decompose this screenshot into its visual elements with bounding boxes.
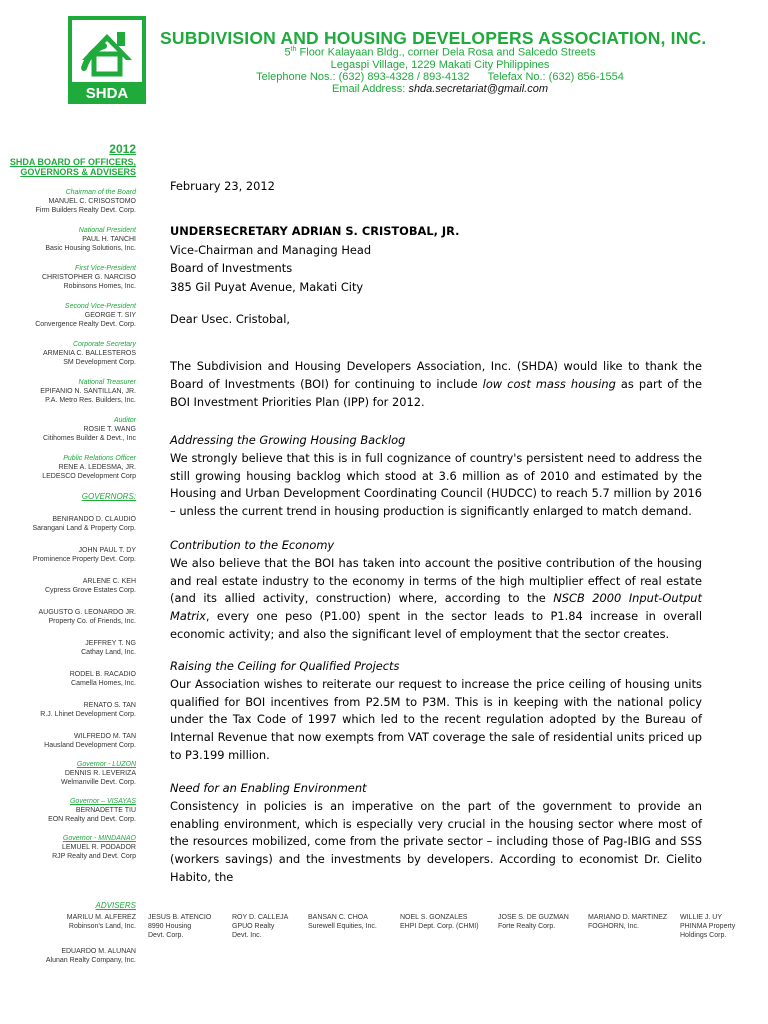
officer-role: Second Vice-President [64, 303, 136, 310]
address-line-1 [160, 46, 720, 59]
officer-role: Public Relations Officer [63, 455, 136, 462]
sidebar-heading-line-2: GOVERNORS & ADVISERS [20, 167, 136, 177]
telefax: Telefax No.: (632) 856-1554 [487, 71, 624, 83]
governor-entry [8, 577, 136, 595]
officer-name: MANUEL C. CRISOSTOMO [48, 198, 136, 205]
governor-entry [8, 546, 136, 564]
adviser-name: MARILU M. ALFEREZ [66, 914, 136, 921]
section-economy [170, 537, 702, 644]
governor-company: Camella Homes, Inc. [71, 680, 136, 687]
adviser-entry [680, 913, 760, 940]
officer-company: Citihomes Builder & Devt., Inc [43, 435, 136, 442]
sidebar-heading-line-1: SHDA BOARD OF OFFICERS, [9, 157, 136, 167]
adviser-company-line-2: Holdings Corp. [680, 932, 727, 939]
adviser-company: Alunan Realty Company, Inc. [45, 957, 136, 964]
governor-company: Prominence Property Devt. Corp. [32, 556, 136, 563]
address-line-1-rest: Floor Kalayaan Bldg., corner Dela Rosa and Salcedo Streets [299, 46, 596, 59]
governor-company: Sarangani Land & Property Corp. [32, 525, 136, 532]
governor-company: Hausland Development Corp. [44, 742, 136, 749]
officer-role: Chairman of the Board [65, 189, 136, 196]
adviser-company: PHINMA Property [680, 923, 736, 930]
officer-name: PAUL H. TANCHI [82, 236, 136, 243]
adviser-entry [588, 913, 678, 931]
governors-list [8, 515, 136, 750]
governor-name: BENIRANDO D. CLAUDIO [52, 516, 136, 523]
regional-governor-entry [8, 760, 136, 787]
adviser-name: JESUS B. ATENCIO [148, 914, 212, 921]
recipient-title: Vice-Chairman and Managing Head [170, 242, 372, 257]
officer-role: First Vice-President [75, 265, 136, 272]
governor-name: RODEL B. RACADIO [69, 671, 136, 678]
officer-company: P.A. Metro Res. Builders, Inc. [45, 397, 136, 404]
org-name: SUBDIVISION AND HOUSING DEVELOPERS ASSOCIATION, INC. [160, 28, 707, 48]
officer-company: SM Development Corp. [63, 359, 136, 366]
address-floor-suffix: th [290, 46, 297, 53]
adviser-name: JOSE S. DE GUZMAN [498, 914, 569, 921]
adviser-company: EHPI Dept. Corp. (CHMI) [400, 923, 479, 930]
intro-paragraph [170, 358, 702, 411]
address-line-2: Legaspi Village, 1229 Makati City Philippines [330, 59, 550, 71]
recipient-org: Board of Investments [170, 261, 293, 276]
governor-name: JEFFREY T. NG [85, 640, 136, 647]
adviser-company: Forte Realty Corp. [498, 923, 556, 930]
adviser-company: FOGHORN, Inc. [588, 923, 639, 930]
regional-governors-list [8, 760, 136, 861]
recipient-block [170, 222, 702, 296]
section-ceiling [170, 658, 702, 765]
governor-name: JOHN PAUL T. DY [78, 547, 136, 554]
officer-entry [8, 264, 136, 291]
governor-company: Cathay Land, Inc. [81, 649, 136, 656]
officer-entry [8, 226, 136, 253]
adviser-company-line-2: Devt. Corp. [148, 932, 184, 939]
regional-governor-role: Governor - MINDANAO [62, 835, 136, 842]
officer-role: National Treasurer [78, 379, 136, 386]
adviser-company: GPUO Realty [232, 923, 275, 930]
officer-company: Basic Housing Solutions, Inc. [45, 245, 136, 252]
adviser-company: 8990 Housing [148, 923, 192, 930]
adviser-entry [232, 913, 302, 940]
advisers-heading: ADVISERS [95, 901, 136, 910]
adviser-name: BANSAN C. CHOA [308, 914, 368, 921]
officer-entry [8, 416, 136, 443]
regional-governor-role: Governor – VISAYAS [69, 798, 136, 805]
email-line [160, 83, 720, 95]
section-housing-backlog [170, 432, 702, 521]
sidebar-year: 2012 [109, 142, 136, 156]
logo-text: SHDA [85, 85, 129, 102]
regional-governor-name: LEMUEL R. PODADOR [61, 844, 136, 851]
adviser-entry [308, 913, 398, 931]
board-sidebar [8, 142, 136, 861]
section-heading: Raising the Ceiling for Qualified Projects [170, 659, 400, 673]
governors-heading: GOVERNORS: [81, 492, 136, 501]
officer-name: ARMENIA C. BALLESTEROS [43, 350, 136, 357]
intro-text-a: The Subdivision and Housing Developers Association, Inc. (SHDA) would like to thank the Board of Investments (BOI) for continuing to include [170, 359, 702, 391]
section-enabling-environment [170, 780, 702, 887]
adviser-entry [498, 913, 582, 931]
governor-name: AUGUSTO G. LEONARDO JR. [38, 609, 136, 616]
adviser-entry [50, 913, 136, 931]
regional-governor-company: EON Realty and Devt. Corp. [48, 816, 136, 823]
officer-entry [8, 378, 136, 405]
adviser-company: Robinson's Land, Inc. [68, 923, 136, 930]
regional-governor-name: DENNIS R. LEVERIZA [64, 770, 136, 777]
officer-company: LEDESCO Development Corp [42, 473, 136, 480]
regional-governor-entry [8, 834, 136, 861]
governor-entry [8, 608, 136, 626]
officer-entry [8, 188, 136, 215]
officer-role: Corporate Secretary [72, 341, 136, 348]
officer-entry [8, 454, 136, 481]
officer-company: Robinsons Homes, Inc. [63, 283, 136, 290]
telephone: Telephone Nos.: (632) 893-4328 / 893-4132 [256, 71, 470, 83]
governor-company: R.J. Lhinet Development Corp. [40, 711, 136, 718]
adviser-entry [148, 913, 228, 940]
governor-name: RENATO S. TAN [83, 702, 136, 709]
officers-list [8, 188, 136, 481]
section-text: Consistency in policies is an imperative on the part of the government to provide an enabling environment, which is especially very crucial in the housing sector where most of the resources mobilized, come from the private sector – including those of Pag-IBIG and SSS (workers savings) and the investments by developers. According to economist Dr. Cielito Habito, the [170, 798, 702, 884]
section-text: Our Association wishes to reiterate our request to increase the price ceiling of housing units qualified for BOI incentives from P2.5M to P3M. This is in keeping with the national policy under the Tax Code of 1997 which led to the recent regulation adopted by the Bureau of Internal Revenue that now exempts from VAT coverage the sale of residential units priced up to P3.199 million. [170, 676, 702, 762]
adviser-entry [400, 913, 492, 931]
governor-entry [8, 515, 136, 533]
governor-name: ARLENE C. KEH [82, 578, 136, 585]
governor-name: WILFREDO M. TAN [74, 733, 136, 740]
adviser-company: Surewell Equities, Inc. [308, 923, 377, 930]
officer-name: CHRISTOPHER G. NARCISO [42, 274, 136, 281]
officer-name: GEORGE T. SIY [84, 312, 136, 319]
letter-date: February 23, 2012 [170, 179, 275, 193]
intro-emphasis: low cost mass housing [482, 376, 616, 391]
adviser-company-line-2: Devt. Inc. [232, 932, 262, 939]
shda-logo [68, 16, 146, 104]
section-heading: Contribution to the Economy [170, 538, 335, 552]
officer-name: RENE A. LEDESMA, JR. [58, 464, 136, 471]
regional-governor-name: BERNADETTE TIU [75, 807, 136, 814]
recipient-name: UNDERSECRETARY ADRIAN S. CRISTOBAL, JR. [170, 224, 460, 238]
officer-entry [8, 340, 136, 367]
adviser-name: ROY D. CALLEJA [232, 914, 289, 921]
governor-entry [8, 732, 136, 750]
officer-role: National President [78, 227, 136, 234]
adviser-name: WILLIE J. UY [680, 914, 723, 921]
section-text-a: We also believe that the BOI has taken into account the positive contribution of the housing and real estate industry to the economy in terms of the high multiplier effect of real estate (and its allied activity, construction) where, according to the [170, 555, 702, 606]
section-text-b: , every one peso (P1.00) spent in the sector leads to P1.84 increase in overall economic activity; and also the significant level of employment that the sector creates. [170, 609, 702, 641]
governor-entry [8, 701, 136, 719]
officer-name: EPIFANIO N. SANTILLAN, JR. [40, 388, 136, 395]
officer-role: Auditor [113, 417, 136, 424]
section-emphasis: NSCB 2000 Input-Output Matrix [170, 591, 702, 624]
section-heading: Addressing the Growing Housing Backlog [170, 433, 406, 447]
adviser-name: MARIANO D. MARTINEZ [588, 914, 668, 921]
governor-company: Property Co. of Friends, Inc. [48, 618, 136, 625]
regional-governor-entry [8, 797, 136, 824]
contact-line [160, 71, 720, 83]
officer-name: ROSIE T. WANG [83, 426, 136, 433]
adviser-entry [20, 947, 136, 965]
governor-company: Cypress Grove Estates Corp. [44, 587, 136, 594]
salutation: Dear Usec. Cristobal, [170, 312, 291, 326]
governor-entry [8, 639, 136, 657]
sidebar-heading [8, 157, 136, 177]
adviser-name: EDUARDO M. ALUNAN [61, 948, 136, 955]
adviser-name: NOEL S. GONZALES [400, 914, 468, 921]
regional-governor-company: RJP Realty and Devt. Corp [52, 853, 136, 860]
address-floor: 5 [284, 46, 291, 59]
section-text: We strongly believe that this is in full cognizance of country's persistent need to address the still growing housing backlog which stood at 3.6 million as of 2010 and estimated by the Housing and Urban Development Coordinating Council (HUDCC) to reach 5.7 million by 2016 – unless the current trend in housing production is significantly enlarged to match demand. [170, 450, 702, 519]
regional-governor-role: Governor - LUZON [76, 761, 136, 768]
section-heading: Need for an Enabling Environment [170, 781, 367, 795]
intro-text-b: as part of the BOI Investment Priorities Plan (IPP) for 2012. [170, 376, 702, 409]
email-link[interactable]: shda.secretariat@gmail.com [408, 83, 548, 95]
recipient-address: 385 Gil Puyat Avenue, Makati City [170, 279, 364, 294]
governor-entry [8, 670, 136, 688]
officer-company: Convergence Realty Devt. Corp. [35, 321, 136, 328]
officer-entry [8, 302, 136, 329]
regional-governor-company: Welmanville Devt. Corp. [61, 779, 136, 786]
officer-company: Firm Builders Realty Devt. Corp. [35, 207, 136, 214]
section-text [170, 555, 702, 644]
email-label: Email Address: [332, 83, 406, 95]
